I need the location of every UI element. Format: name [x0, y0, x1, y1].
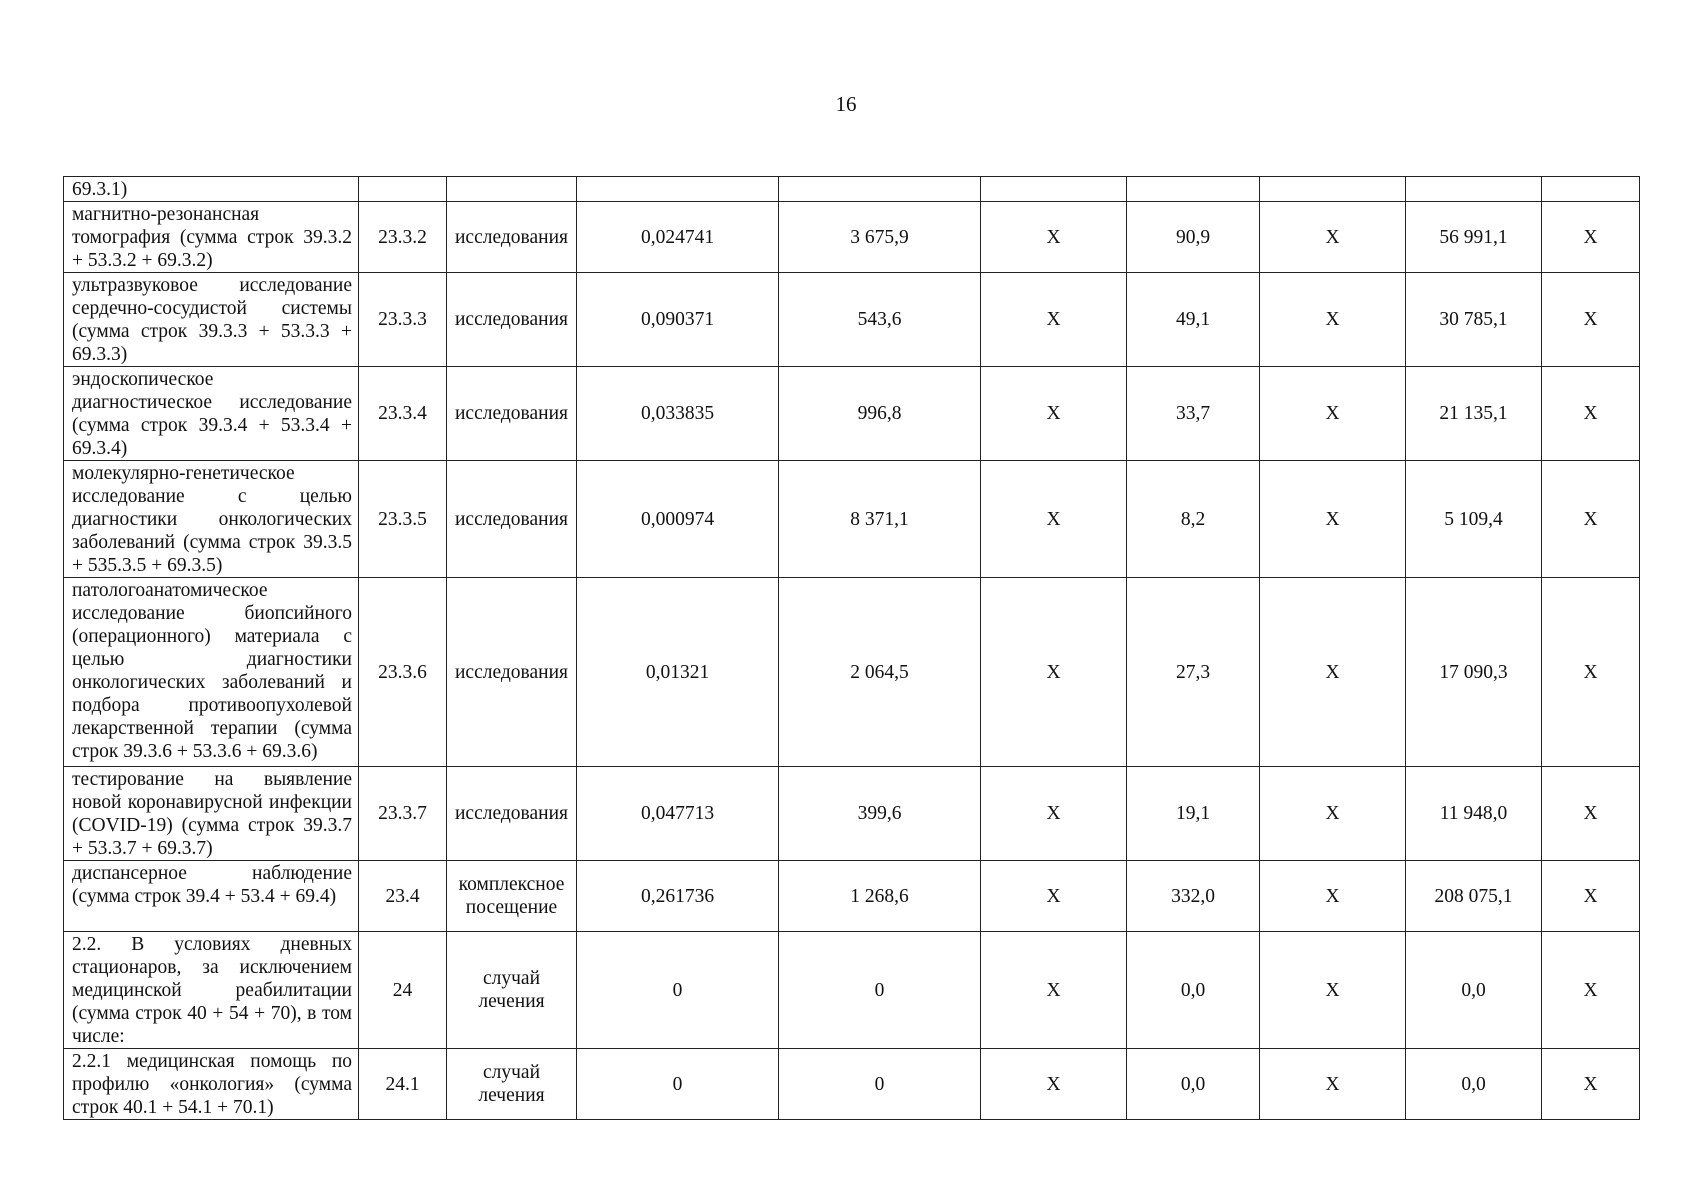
row-unit: исследования	[447, 461, 577, 578]
cell-value: X	[981, 461, 1127, 578]
row-code: 23.3.5	[359, 461, 447, 578]
cell-value: 30 785,1	[1406, 273, 1542, 367]
cell-value: X	[1542, 202, 1640, 273]
cell-value: X	[1260, 861, 1406, 932]
row-code: 23.3.7	[359, 767, 447, 861]
cell-value: X	[1260, 461, 1406, 578]
cell-value: 0,047713	[577, 767, 779, 861]
table-row	[64, 1049, 1640, 1120]
cell-value: X	[981, 367, 1127, 461]
row-unit: случай лечения	[447, 1049, 577, 1120]
cell-value: 1 268,6	[779, 861, 981, 932]
cell-value: 0,0	[1127, 932, 1260, 1049]
cell-value: X	[1260, 273, 1406, 367]
cell-value: X	[1260, 202, 1406, 273]
row-name: ультразвуковое исследование сердечно-сосудистой системы (сумма строк 39.3.3 + 53.3.3 + 69.3.3)	[64, 273, 359, 367]
row-name: диспансерное наблюдение (сумма строк 39.4 + 53.4 + 69.4)	[64, 861, 359, 932]
cell-value: 0,033835	[577, 367, 779, 461]
cell-value: X	[1542, 1049, 1640, 1120]
cell-value: 11 948,0	[1406, 767, 1542, 861]
table-row	[64, 461, 1640, 578]
row-code: 23.3.2	[359, 202, 447, 273]
cell-value: 332,0	[1127, 861, 1260, 932]
table-row	[64, 767, 1640, 861]
cell-value: 5 109,4	[1406, 461, 1542, 578]
cell-value: 399,6	[779, 767, 981, 861]
row-code: 23.3.4	[359, 367, 447, 461]
cell-value: X	[1260, 932, 1406, 1049]
row-unit: случай лечения	[447, 932, 577, 1049]
row-unit: исследования	[447, 578, 577, 767]
row-unit: исследования	[447, 273, 577, 367]
row-code: 23.3.3	[359, 273, 447, 367]
table-row	[64, 367, 1640, 461]
cell-value: 56 991,1	[1406, 202, 1542, 273]
cell-value: 3 675,9	[779, 202, 981, 273]
cell-value	[1406, 177, 1542, 202]
cell-value: 90,9	[1127, 202, 1260, 273]
cell-value: 0,090371	[577, 273, 779, 367]
cell-value: 2 064,5	[779, 578, 981, 767]
cell-value: X	[1260, 1049, 1406, 1120]
cell-value	[1260, 177, 1406, 202]
table-row	[64, 861, 1640, 932]
row-code: 23.3.6	[359, 578, 447, 767]
row-name: патологоанатомическое исследование биопсийного (операционного) материала с целью диагностики онкологических заболеваний и подбора противоопухолевой лекарственной терапии (сумма строк 39.3.6 + 53.3.6 + 69.3.6)	[64, 578, 359, 767]
cell-value: 208 075,1	[1406, 861, 1542, 932]
row-name: эндоскопическое диагностическое исследование (сумма строк 39.3.4 + 53.3.4 + 69.3.4)	[64, 367, 359, 461]
row-name: 2.2. В условиях дневных стационаров, за исключением медицинской реабилитации (сумма строк 40 + 54 + 70), в том числе:	[64, 932, 359, 1049]
cell-value: 49,1	[1127, 273, 1260, 367]
row-unit: исследования	[447, 367, 577, 461]
cell-value: 17 090,3	[1406, 578, 1542, 767]
row-code: 23.4	[359, 861, 447, 932]
cell-value: X	[981, 861, 1127, 932]
cell-value: 0,0	[1406, 932, 1542, 1049]
cell-value	[577, 177, 779, 202]
cell-value: 21 135,1	[1406, 367, 1542, 461]
cell-value	[1127, 177, 1260, 202]
cell-value: 0,261736	[577, 861, 779, 932]
cell-value	[779, 177, 981, 202]
cell-value: X	[981, 578, 1127, 767]
cell-value: X	[981, 767, 1127, 861]
cell-value: 8,2	[1127, 461, 1260, 578]
cell-value: 0,01321	[577, 578, 779, 767]
cell-value: 0,0	[1127, 1049, 1260, 1120]
cell-value: X	[1260, 767, 1406, 861]
cell-value: 8 371,1	[779, 461, 981, 578]
cell-value: 0,000974	[577, 461, 779, 578]
cell-value: 0	[779, 1049, 981, 1120]
row-unit: исследования	[447, 202, 577, 273]
cell-value: 543,6	[779, 273, 981, 367]
cell-value: X	[981, 932, 1127, 1049]
cell-value: 0	[577, 932, 779, 1049]
row-name: 69.3.1)	[64, 177, 359, 202]
row-code: 24.1	[359, 1049, 447, 1120]
data-table	[63, 176, 1640, 1120]
cell-value: 33,7	[1127, 367, 1260, 461]
row-unit: исследования	[447, 767, 577, 861]
cell-value: 27,3	[1127, 578, 1260, 767]
table-row	[64, 202, 1640, 273]
row-code: 24	[359, 932, 447, 1049]
cell-value: X	[1542, 367, 1640, 461]
cell-value: X	[1542, 273, 1640, 367]
row-unit	[447, 177, 577, 202]
table-row	[64, 932, 1640, 1049]
cell-value: X	[981, 273, 1127, 367]
cell-value	[1542, 177, 1640, 202]
row-name: тестирование на выявление новой коронавирусной инфекции (COVID-19) (сумма строк 39.3.7 + 53.3.7 + 69.3.7)	[64, 767, 359, 861]
cell-value	[981, 177, 1127, 202]
cell-value: 0	[577, 1049, 779, 1120]
cell-value: 996,8	[779, 367, 981, 461]
table-row	[64, 578, 1640, 767]
row-name: молекулярно-генетическое исследование с целью диагностики онкологических заболеваний (сумма строк 39.3.5 + 535.3.5 + 69.3.5)	[64, 461, 359, 578]
table-row	[64, 177, 1640, 202]
cell-value: X	[1260, 578, 1406, 767]
cell-value: 0,024741	[577, 202, 779, 273]
row-name: 2.2.1 медицинская помощь по профилю «онкология» (сумма строк 40.1 + 54.1 + 70.1)	[64, 1049, 359, 1120]
cell-value: X	[1542, 461, 1640, 578]
row-name: магнитно-резонансная томография (сумма строк 39.3.2 + 53.3.2 + 69.3.2)	[64, 202, 359, 273]
cell-value: 19,1	[1127, 767, 1260, 861]
cell-value: X	[981, 202, 1127, 273]
table-body	[64, 177, 1640, 1120]
cell-value: X	[1542, 767, 1640, 861]
table-row	[64, 273, 1640, 367]
cell-value: X	[1542, 932, 1640, 1049]
cell-value: 0	[779, 932, 981, 1049]
row-unit: комплексное посещение	[447, 861, 577, 932]
cell-value: X	[1542, 861, 1640, 932]
row-code	[359, 177, 447, 202]
cell-value: X	[1260, 367, 1406, 461]
cell-value: X	[1542, 578, 1640, 767]
page-number: 16	[835, 92, 857, 116]
cell-value: 0,0	[1406, 1049, 1542, 1120]
cell-value: X	[981, 1049, 1127, 1120]
